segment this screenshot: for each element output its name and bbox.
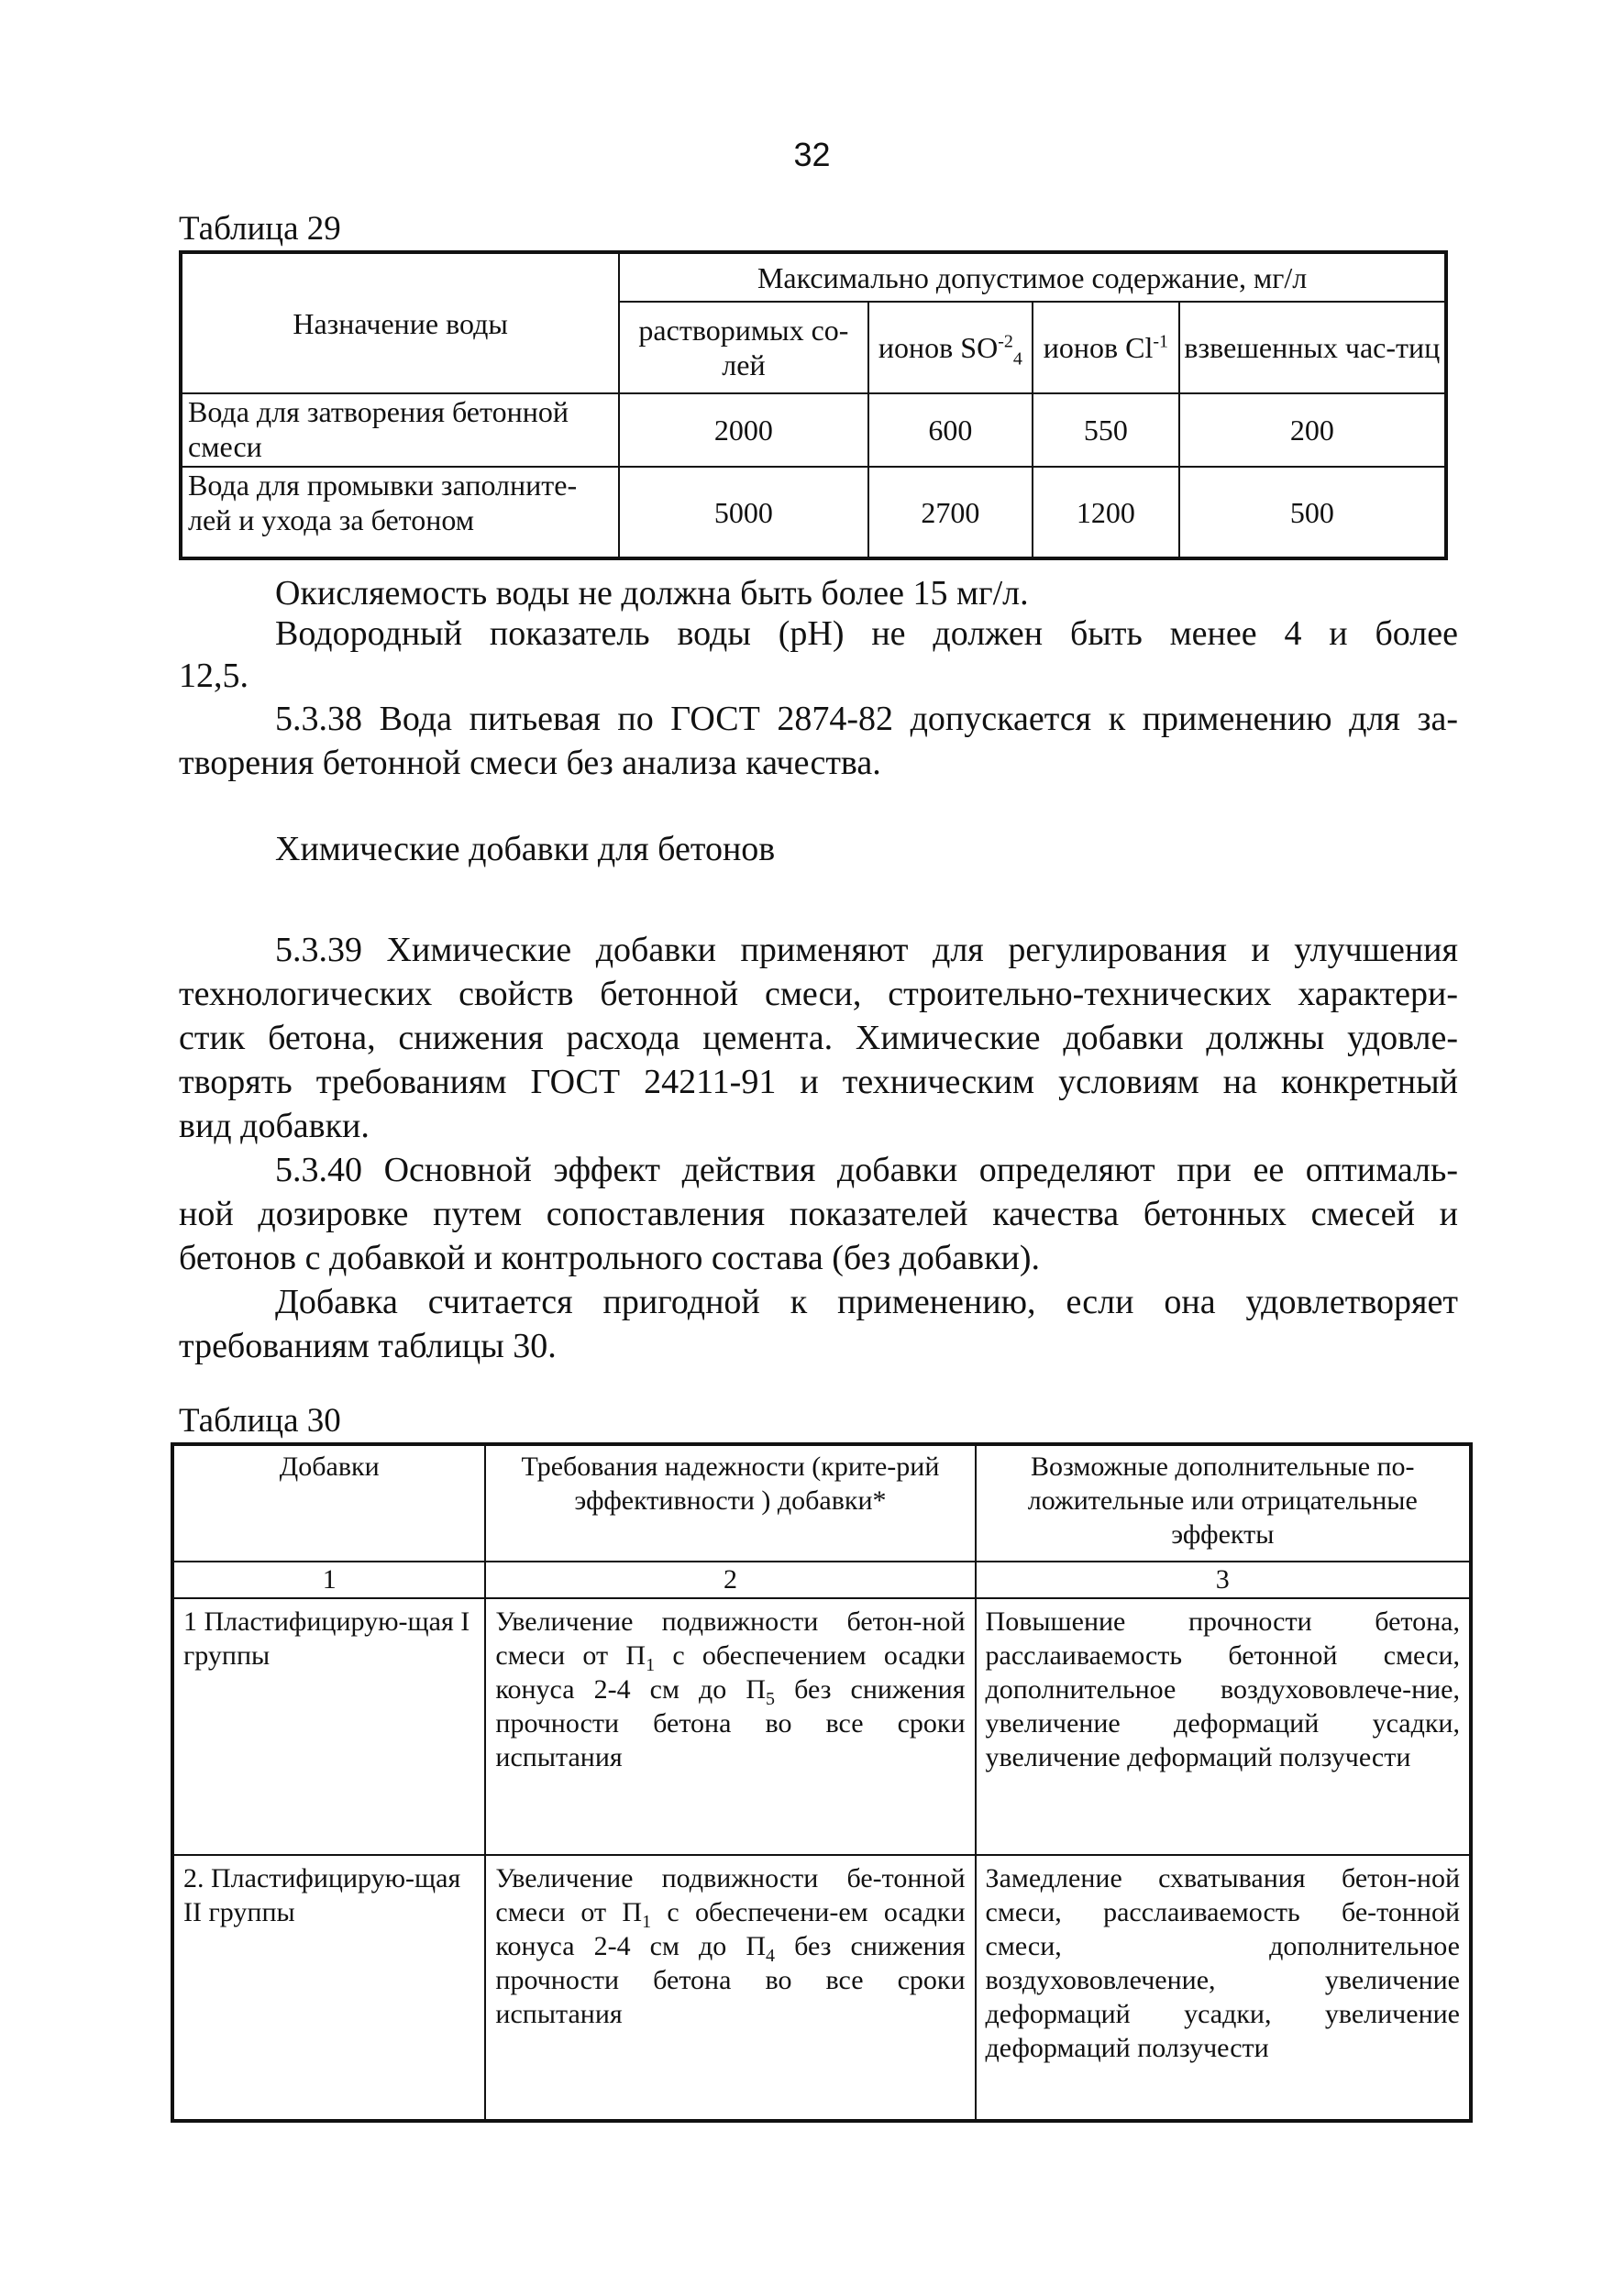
table-row xyxy=(172,1598,1471,1855)
row-purpose: Вода для затворения бетонной смеси xyxy=(181,393,619,467)
table-30-caption: Таблица 30 xyxy=(179,1402,341,1440)
header-purpose: Назначение воды xyxy=(181,252,619,393)
cell-so4: 600 xyxy=(868,393,1033,467)
cell-salts: 5000 xyxy=(619,467,867,558)
header-so4-ions: ионов $SO^{-2}_4$ xyxy=(868,302,1033,393)
column-number: 1 xyxy=(172,1562,485,1598)
paragraph-5-3-39-line5: вид добавки. xyxy=(179,1107,370,1145)
paragraph-ph-line2: 12,5. xyxy=(179,657,249,695)
paragraph-ph-line1: Водородный показатель воды (рН) не должен быть менее 4 и более xyxy=(275,614,1458,653)
paragraph-5-3-40-line1: 5.3.40 Основной эффект действия добавки определяют при ее оптималь- xyxy=(275,1151,1458,1189)
column-number: 2 xyxy=(485,1562,975,1598)
paragraph-5-3-39-line3: стик бетона, снижения расхода цемента. Химические добавки должны удовле- xyxy=(179,1019,1458,1057)
paragraph-5-3-39-line4: творять требованиям ГОСТ 24211-91 и техническим условиям на конкретный xyxy=(179,1063,1458,1101)
paragraph-suitability-line2: требованиям таблицы 30. xyxy=(179,1327,557,1365)
requirement-text: Увеличение подвижности бе-тонной смеси от $П_1$ с обеспечени-ем осадки конуса 2-4 см до $П_4$ без снижения прочности бетона во все сроки испытания xyxy=(485,1855,975,2121)
header-additional-effects: Возможные дополнительные по-ложительные или отрицательные эффекты xyxy=(976,1444,1471,1562)
paragraph-oxidizability: Окисляемость воды не должна быть более 15 мг/л. xyxy=(275,574,1029,613)
table-29 xyxy=(179,250,1448,560)
row-purpose: Вода для промывки заполните-лей и ухода за бетоном xyxy=(181,467,619,558)
page-number: 32 xyxy=(793,136,831,173)
paragraph-5-3-40-line3: бетонов с добавкой и контрольного состава (без добавки). xyxy=(179,1239,1041,1277)
table-row xyxy=(172,1855,1471,2121)
paragraph-5-3-38-line1: 5.3.38 Вода питьевая по ГОСТ 2874-82 допускается к применению для за- xyxy=(275,700,1458,738)
table-30 xyxy=(171,1442,1473,2123)
table-29-caption: Таблица 29 xyxy=(179,210,341,248)
table-row xyxy=(181,393,1446,467)
effects-text: Повышение прочности бетона, расслаиваемость бетонной смеси, дополнительное воздухововлече-ние, увеличение деформаций усадки, увеличение деформаций ползучести xyxy=(976,1598,1471,1855)
paragraph-5-3-39-line2: технологических свойств бетонной смеси, строительно-технических характери- xyxy=(179,975,1458,1013)
paragraph-suitability-line1: Добавка считается пригодной к применению, если она удовлетворяет xyxy=(275,1283,1458,1321)
column-number-row xyxy=(172,1562,1471,1598)
cell-cl: 550 xyxy=(1033,393,1179,467)
cell-suspended: 500 xyxy=(1179,467,1446,558)
header-suspended-particles: взвешенных час-тиц xyxy=(1179,302,1446,393)
header-soluble-salts: растворимых со-лей xyxy=(619,302,867,393)
effects-text: Замедление схватывания бетон-ной смеси, расслаиваемость бе-тонной смеси, дополнительное воздухововлечение, увеличение деформаций усадки, увеличение деформаций ползучести xyxy=(976,1855,1471,2121)
header-reliability-requirements: Требования надежности (крите-рий эффективности ) добавки* xyxy=(485,1444,975,1562)
paragraph-5-3-39-line1: 5.3.39 Химические добавки применяют для регулирования и улучшения xyxy=(275,931,1458,969)
table-row xyxy=(181,467,1446,558)
requirement-text: Увеличение подвижности бетон-ной смеси от $П_1$ с обеспечением осадки конуса 2-4 см до $П_5$ без снижения прочности бетона во все сроки испытания xyxy=(485,1598,975,1855)
additive-name: 2. Пластифицирую-щая II группы xyxy=(172,1855,485,2121)
additive-name: 1 Пластифицирую-щая I группы xyxy=(172,1598,485,1855)
header-cl-ions: ионов $Cl^{-1}$ xyxy=(1033,302,1179,393)
cell-so4: 2700 xyxy=(868,467,1033,558)
table-header-row xyxy=(172,1444,1471,1562)
paragraph-5-3-38-line2: творения бетонной смеси без анализа качества. xyxy=(179,744,881,782)
column-number: 3 xyxy=(976,1562,1471,1598)
cell-cl: 1200 xyxy=(1033,467,1179,558)
table-header-row xyxy=(181,252,1446,302)
header-additives: Добавки xyxy=(172,1444,485,1562)
header-max-content: Максимально допустимое содержание, мг/л xyxy=(619,252,1446,302)
section-heading: Химические добавки для бетонов xyxy=(275,830,776,868)
cell-suspended: 200 xyxy=(1179,393,1446,467)
cell-salts: 2000 xyxy=(619,393,867,467)
paragraph-5-3-40-line2: ной дозировке путем сопоставления показателей качества бетонных смесей и xyxy=(179,1195,1458,1233)
